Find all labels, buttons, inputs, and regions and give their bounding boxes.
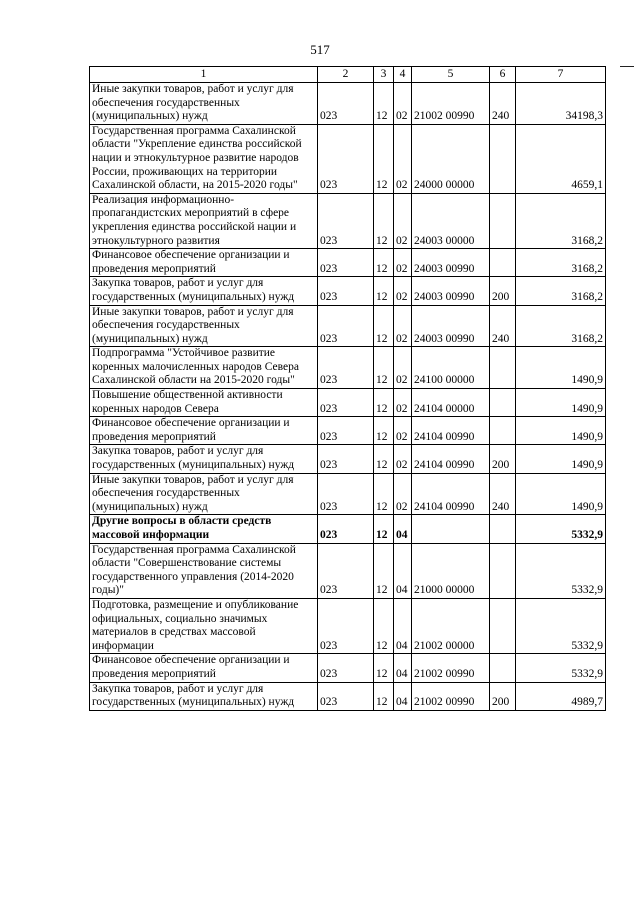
- row-subsection: 02: [394, 305, 412, 347]
- row-name: Другие вопросы в области средств массовой информации: [90, 515, 318, 543]
- row-article: 24104 00990: [412, 473, 490, 515]
- table-row: [90, 515, 606, 543]
- row-code: 023: [318, 417, 374, 445]
- row-section: 12: [374, 417, 394, 445]
- row-expense-type: 200: [490, 277, 516, 305]
- row-section: 12: [374, 277, 394, 305]
- row-expense-type: 240: [490, 305, 516, 347]
- row-article: 24003 00990: [412, 305, 490, 347]
- row-code: 023: [318, 347, 374, 389]
- row-subsection: 04: [394, 515, 412, 543]
- row-article: 24000 00000: [412, 124, 490, 193]
- row-section: 12: [374, 305, 394, 347]
- row-section: 12: [374, 249, 394, 277]
- header-col-4: 4: [394, 67, 412, 83]
- row-name: Закупка товаров, работ и услуг для государственных (муниципальных) нужд: [90, 277, 318, 305]
- row-section: 12: [374, 543, 394, 598]
- row-amount: 34198,3: [516, 83, 606, 125]
- row-article: 24104 00000: [412, 389, 490, 417]
- table-row: [90, 83, 606, 125]
- header-col-1: 1: [90, 67, 318, 83]
- row-amount: 3168,2: [516, 277, 606, 305]
- row-name: Государственная программа Сахалинской области "Укрепление единства российской нации и этнокультурное развитие народов России, проживающих на территории Сахалинской области, на 2015-2020 годы": [90, 124, 318, 193]
- row-subsection: 02: [394, 193, 412, 248]
- row-amount: 4659,1: [516, 124, 606, 193]
- row-article: 24003 00990: [412, 277, 490, 305]
- row-expense-type: [490, 598, 516, 653]
- row-amount: 5332,9: [516, 543, 606, 598]
- row-expense-type: [490, 347, 516, 389]
- row-name: Закупка товаров, работ и услуг для государственных (муниципальных) нужд: [90, 682, 318, 710]
- row-article: 21002 00000: [412, 598, 490, 653]
- row-expense-type: [490, 193, 516, 248]
- row-code: 023: [318, 473, 374, 515]
- row-name: Финансовое обеспечение организации и проведения мероприятий: [90, 417, 318, 445]
- row-subsection: 02: [394, 124, 412, 193]
- table-row: [90, 389, 606, 417]
- row-article: 24100 00000: [412, 347, 490, 389]
- row-code: 023: [318, 124, 374, 193]
- row-section: 12: [374, 515, 394, 543]
- table-row: [90, 249, 606, 277]
- table-row: [90, 347, 606, 389]
- row-name: Иные закупки товаров, работ и услуг для обеспечения государственных (муниципальных) нужд: [90, 305, 318, 347]
- row-article: 24104 00990: [412, 417, 490, 445]
- row-section: 12: [374, 598, 394, 653]
- table-row: [90, 417, 606, 445]
- table-row: [90, 543, 606, 598]
- row-subsection: 02: [394, 417, 412, 445]
- header-col-3: 3: [374, 67, 394, 83]
- row-section: 12: [374, 473, 394, 515]
- row-article: 24104 00990: [412, 445, 490, 473]
- row-expense-type: [490, 389, 516, 417]
- row-expense-type: 200: [490, 445, 516, 473]
- row-subsection: 02: [394, 389, 412, 417]
- row-amount: 1490,9: [516, 347, 606, 389]
- row-subsection: 02: [394, 83, 412, 125]
- row-expense-type: [490, 515, 516, 543]
- row-amount: 3168,2: [516, 305, 606, 347]
- header-row: [90, 67, 606, 83]
- table-row: [90, 193, 606, 248]
- row-amount: 1490,9: [516, 445, 606, 473]
- row-amount: 3168,2: [516, 193, 606, 248]
- row-article: [412, 515, 490, 543]
- table-row: [90, 445, 606, 473]
- header-col-5: 5: [412, 67, 490, 83]
- row-section: 12: [374, 654, 394, 682]
- row-name: Подготовка, размещение и опубликование официальных, социально значимых материалов в средствах массовой информации: [90, 598, 318, 653]
- row-code: 023: [318, 249, 374, 277]
- row-article: 21002 00990: [412, 654, 490, 682]
- row-name: Финансовое обеспечение организации и проведения мероприятий: [90, 249, 318, 277]
- row-subsection: 02: [394, 347, 412, 389]
- row-section: 12: [374, 445, 394, 473]
- table-row: [90, 305, 606, 347]
- table-row: [90, 473, 606, 515]
- row-name: Реализация информационно-пропагандистских мероприятий в сфере укрепления единства российской нации и этнокультурного развития: [90, 193, 318, 248]
- row-subsection: 02: [394, 249, 412, 277]
- row-amount: 3168,2: [516, 249, 606, 277]
- row-section: 12: [374, 347, 394, 389]
- row-subsection: 02: [394, 445, 412, 473]
- page-number: 517: [310, 42, 330, 57]
- table-row: [90, 277, 606, 305]
- table-row: [90, 654, 606, 682]
- row-name: Подпрограмма "Устойчивое развитие коренных малочисленных народов Севера Сахалинской области на 2015-2020 годы": [90, 347, 318, 389]
- row-subsection: 02: [394, 277, 412, 305]
- header-col-2: 2: [318, 67, 374, 83]
- edge-mark: [620, 66, 634, 67]
- row-amount: 1490,9: [516, 473, 606, 515]
- row-subsection: 04: [394, 598, 412, 653]
- row-code: 023: [318, 543, 374, 598]
- row-code: 023: [318, 445, 374, 473]
- table-row: [90, 124, 606, 193]
- row-amount: 5332,9: [516, 598, 606, 653]
- row-subsection: 04: [394, 682, 412, 710]
- row-name: Закупка товаров, работ и услуг для государственных (муниципальных) нужд: [90, 445, 318, 473]
- row-code: 023: [318, 277, 374, 305]
- row-code: 023: [318, 193, 374, 248]
- row-expense-type: [490, 543, 516, 598]
- row-name: Повышение общественной активности коренных народов Севера: [90, 389, 318, 417]
- row-section: 12: [374, 682, 394, 710]
- budget-body: [90, 83, 606, 711]
- row-code: 023: [318, 515, 374, 543]
- row-amount: 1490,9: [516, 417, 606, 445]
- header-col-6: 6: [490, 67, 516, 83]
- row-code: 023: [318, 305, 374, 347]
- row-code: 023: [318, 389, 374, 417]
- row-amount: 4989,7: [516, 682, 606, 710]
- header-col-7: 7: [516, 67, 606, 83]
- row-expense-type: 240: [490, 473, 516, 515]
- row-article: 21002 00990: [412, 682, 490, 710]
- row-section: 12: [374, 124, 394, 193]
- row-article: 24003 00990: [412, 249, 490, 277]
- row-expense-type: [490, 417, 516, 445]
- row-amount: 5332,9: [516, 654, 606, 682]
- row-code: 023: [318, 83, 374, 125]
- row-article: 21002 00990: [412, 83, 490, 125]
- row-code: 023: [318, 682, 374, 710]
- row-expense-type: [490, 249, 516, 277]
- row-code: 023: [318, 598, 374, 653]
- row-article: 21000 00000: [412, 543, 490, 598]
- row-amount: 1490,9: [516, 389, 606, 417]
- row-code: 023: [318, 654, 374, 682]
- table-row: [90, 598, 606, 653]
- row-expense-type: [490, 124, 516, 193]
- row-subsection: 04: [394, 543, 412, 598]
- row-section: 12: [374, 193, 394, 248]
- row-expense-type: 200: [490, 682, 516, 710]
- row-article: 24003 00000: [412, 193, 490, 248]
- row-name: Государственная программа Сахалинской области "Совершенствование системы государственного управления (2014-2020 годы)": [90, 543, 318, 598]
- row-section: 12: [374, 389, 394, 417]
- row-subsection: 04: [394, 654, 412, 682]
- row-name: Иные закупки товаров, работ и услуг для обеспечения государственных (муниципальных) нужд: [90, 473, 318, 515]
- row-subsection: 02: [394, 473, 412, 515]
- table-row: [90, 682, 606, 710]
- row-expense-type: 240: [490, 83, 516, 125]
- row-expense-type: [490, 654, 516, 682]
- row-section: 12: [374, 83, 394, 125]
- row-amount: 5332,9: [516, 515, 606, 543]
- row-name: Иные закупки товаров, работ и услуг для обеспечения государственных (муниципальных) нужд: [90, 83, 318, 125]
- budget-table: [89, 66, 606, 711]
- row-name: Финансовое обеспечение организации и проведения мероприятий: [90, 654, 318, 682]
